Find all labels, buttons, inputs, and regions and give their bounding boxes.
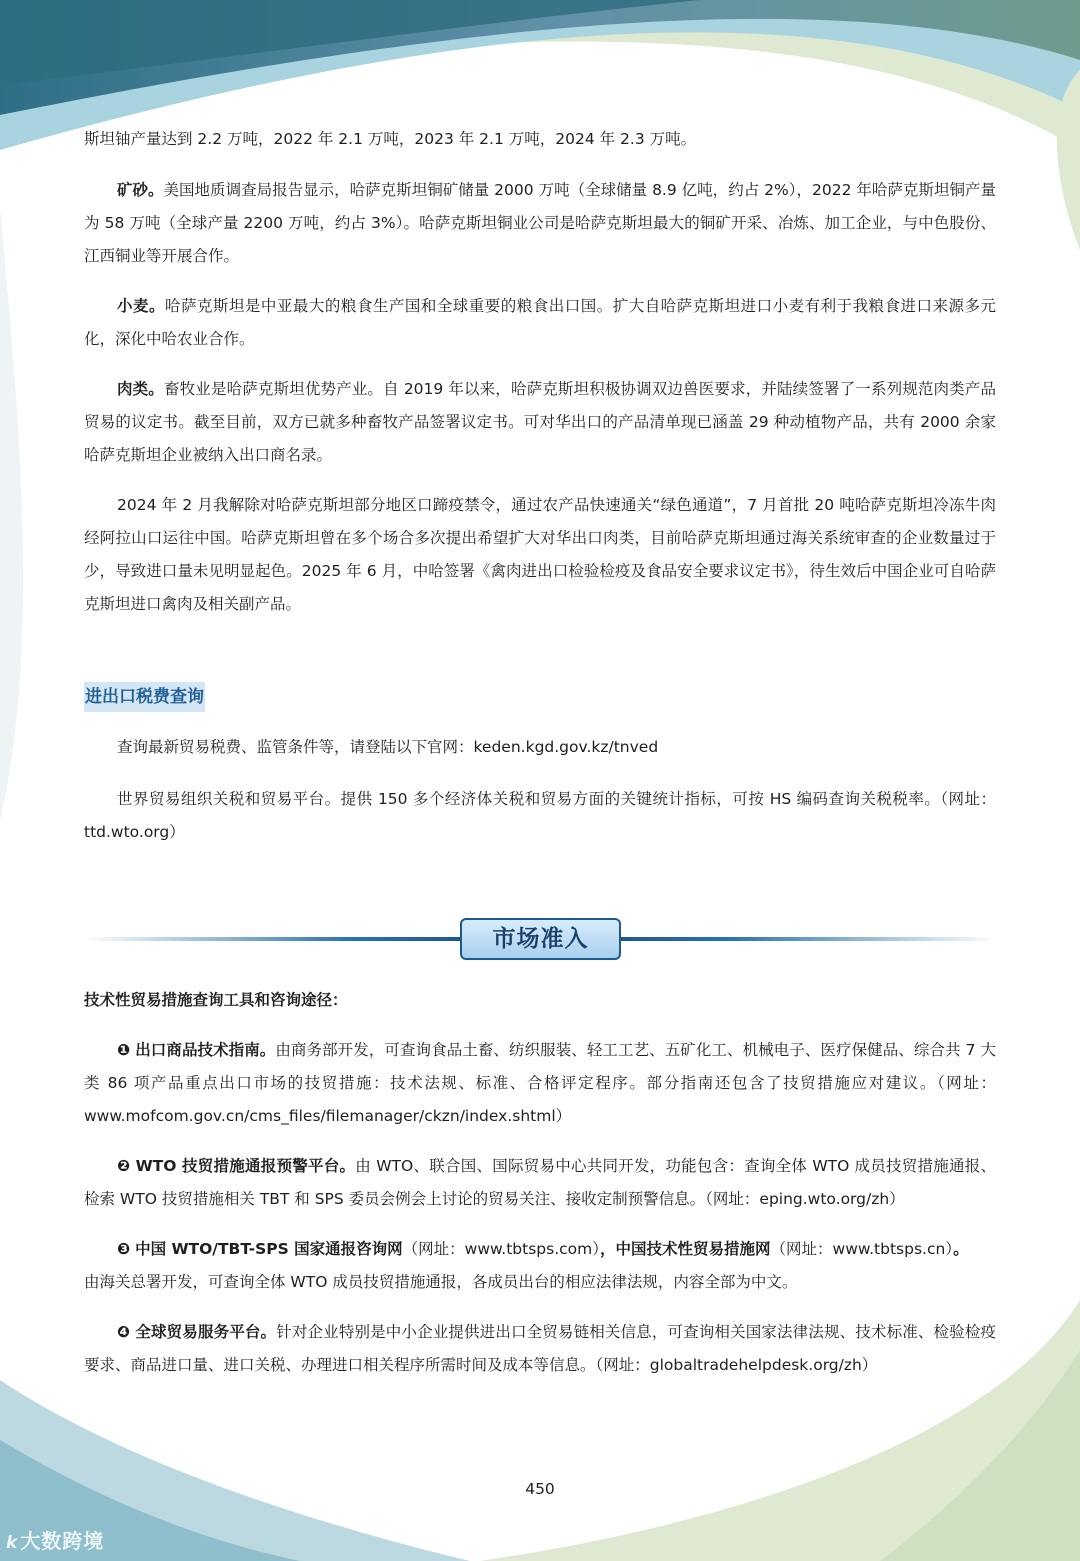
tbt-item-1 — [84, 1034, 996, 1133]
paragraph-meat — [84, 373, 996, 472]
paragraph-wheat — [84, 290, 996, 356]
page-number: 450 — [525, 1480, 555, 1498]
watermark-text: 大数跨境 — [20, 1529, 105, 1553]
item3-text: 由海关总署开发，可查询全体 WTO 成员技贸措施通报，各成员出台的相应法律法规，内容全部为中文。 — [84, 1273, 798, 1291]
tax-paragraph-keden: 查询最新贸易税费、监管条件等，请登陆以下官网：keden.kgd.gov.kz/tnved — [117, 738, 659, 756]
item3-label-b: 中国技术性贸易措施网 — [615, 1240, 771, 1258]
number-3-icon: ❸ — [117, 1240, 131, 1258]
paragraph-2024-meat-trade: 2024 年 2 月我解除对哈萨克斯坦部分地区口蹄疫禁令，通过农产品快速通关“绿色通道”，7 月首批 20 吨哈萨克斯坦冷冻牛肉经阿拉山口运往中国。哈萨克斯坦曾在多个场合多次提出希望扩大对华出口肉类，目前哈萨克斯坦通过海关系统审查的企业数量过于少，导致进口量未见明显起色。2025 年 6 月，中哈签署《禽肉进出口检验检疫及食品安全要求议定书》，待生效后中国企业可自哈萨克斯坦进口禽肉及相关副产品。 — [84, 496, 996, 613]
ore-label: 矿砂。 — [117, 181, 164, 199]
ore-text: 美国地质调查局报告显示，哈萨克斯坦铜矿储量 2000 万吨（全球储量 8.9 亿吨，约占 2%），2022 年哈萨克斯坦铜产量为 58 万吨（全球产量 2200 万吨，约占 3%）。哈萨克斯坦铜业公司是哈萨克斯坦最大的铜矿开采、冶炼、加工企业，与中色股份、江西铜业等开展合作。 — [84, 181, 996, 265]
tbt-item-3 — [84, 1233, 996, 1299]
item4-text: 针对企业特别是中小企业提供进出口全贸易链相关信息，可查询相关国家法律法规、技术标准、检验检疫要求、商品进口量、进口关税、办理进口相关程序所需时间及成本等信息。（网址：globaltradehelpdesk.org/zh） — [84, 1323, 996, 1374]
number-1-icon: ❶ — [117, 1041, 131, 1059]
number-2-icon: ❷ — [117, 1157, 131, 1175]
tbt-item-4 — [84, 1316, 996, 1382]
item3-url-a: （网址：www.tbtsps.com） — [402, 1240, 600, 1258]
meat-text: 畜牧业是哈萨克斯坦优势产业。自 2019 年以来，哈萨克斯坦积极协调双边兽医要求，并陆续签署了一系列规范肉类产品贸易的议定书。截至目前，双方已就多种畜牧产品签署议定书。可对华出口的产品清单现已涵盖 29 种动植物产品，共有 2000 余家哈萨克斯坦企业被纳入出口商名录。 — [84, 380, 996, 464]
tax-query-heading: 进出口税费查询 — [84, 682, 205, 712]
tax-paragraph-wto: 世界贸易组织关税和贸易平台。提供 150 多个经济体关税和贸易方面的关键统计指标，可按 HS 编码查询关税税率。（网址：ttd.wto.org） — [84, 790, 996, 841]
tbt-tools-intro: 技术性贸易措施查询工具和咨询途径： — [84, 991, 348, 1009]
paragraph-ore — [84, 174, 996, 273]
watermark-logo-icon: k — [6, 1533, 19, 1553]
item2-text: 由 WTO、联合国、国际贸易中心共同开发，功能包含：查询全体 WTO 成员技贸措施通报、检索 WTO 技贸措施相关 TBT 和 SPS 委员会例会上讨论的贸易关注、接收定制预警信息。（网址：eping.wto.org/zh） — [84, 1157, 997, 1208]
watermark — [6, 1525, 104, 1554]
market-access-section-header — [84, 918, 996, 960]
item2-label: WTO 技贸措施通报预警平台。 — [135, 1157, 356, 1175]
item3-label-a: 中国 WTO/TBT-SPS 国家通报咨询网 — [135, 1240, 403, 1258]
tbt-item-2 — [84, 1150, 996, 1216]
item3-end: 。 — [953, 1240, 969, 1258]
section-divider-right — [618, 937, 996, 941]
market-access-title: 市场准入 — [460, 918, 621, 960]
wheat-text: 哈萨克斯坦是中亚最大的粮食生产国和全球重要的粮食出口国。扩大自哈萨克斯坦进口小麦有利于我粮食进口来源多元化，深化中哈农业合作。 — [84, 297, 996, 348]
item1-label: 出口商品技术指南。 — [135, 1041, 276, 1059]
item3-url-b: （网址：www.tbtsps.cn） — [770, 1240, 954, 1258]
item4-label: 全球贸易服务平台。 — [135, 1323, 277, 1341]
item3-separator: ， — [599, 1240, 616, 1258]
item1-text: 由商务部开发，可查询食品土畜、纺织服装、轻工工艺、五矿化工、机械电子、医疗保健品、综合共 7 大类 86 项产品重点出口市场的技贸措施：技术法规、标准、合格评定程序。部分指南还包含了技贸措施应对建议。（网址：www.mofcom.gov.cn/cms_files/filemanager/ckzn/index.shtml） — [84, 1041, 996, 1125]
meat-label: 肉类。 — [117, 380, 164, 398]
paragraph-uranium-carry: 斯坦铀产量达到 2.2 万吨，2022 年 2.1 万吨，2023 年 2.1 万吨，2024 年 2.3 万吨。 — [84, 130, 697, 148]
section-divider-left — [84, 937, 462, 941]
wheat-label: 小麦。 — [117, 297, 165, 315]
number-4-icon: ❹ — [117, 1323, 131, 1341]
